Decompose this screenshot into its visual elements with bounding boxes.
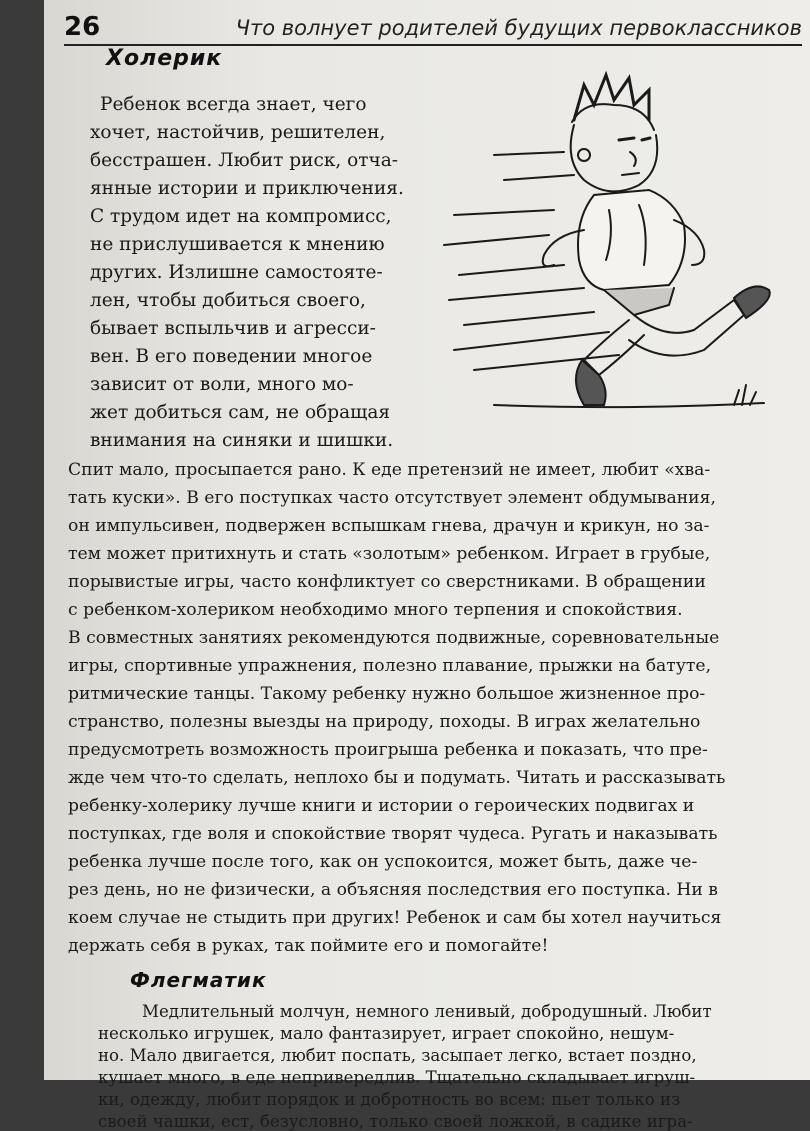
text-line: поступках, где воля и спокойствие творят чудеса. Ругать и наказывать <box>68 824 718 844</box>
text-line: несколько игрушек, мало фантазирует, играет спокойно, нешум- <box>98 1024 675 1043</box>
text-line: кушает много, в еде непривередлив. Тщательно складывает игруш- <box>98 1068 696 1087</box>
text-line: ребенку-холерику лучше книги и истории о героических подвигах и <box>68 796 695 816</box>
text-line: тем может притихнуть и стать «золотым» ребенком. Играет в грубые, <box>68 544 711 564</box>
section-title-phlegmatic: Флегматик <box>130 968 267 992</box>
text-line: предусмотреть возможность проигрыша ребенка и показать, что пре- <box>68 740 708 760</box>
text-line: Медлительный молчун, немного ленивый, добродушный. Любит <box>142 1002 712 1021</box>
text-line: странство, полезны выезды на природу, походы. В играх желательно <box>68 712 701 732</box>
text-line: жде чем что-то сделать, неплохо бы и подумать. Читать и рассказывать <box>68 768 726 788</box>
text-line: бывает вспыльчив и агресси- <box>90 318 376 339</box>
section-title-choleric: Холерик <box>106 46 223 71</box>
book-page <box>44 0 810 1131</box>
text-line: бесстрашен. Любит риск, отча- <box>90 150 399 171</box>
text-line: но. Мало двигается, любит поспать, засыпает легко, встает поздно, <box>98 1046 697 1065</box>
text-line: С трудом идет на компромисс, <box>90 206 392 227</box>
text-line: игры, спортивные упражнения, полезно плавание, прыжки на батуте, <box>68 656 712 676</box>
text-line: рез день, но не физически, а объясняя последствия его поступка. Ни в <box>68 880 718 900</box>
text-line: зависит от воли, много мо- <box>90 374 354 395</box>
text-line: своей чашки, ест, безусловно, только своей ложкой, в садике игра- <box>98 1112 693 1131</box>
text-line: ритмические танцы. Такому ребенку нужно большое жизненное про- <box>68 684 706 704</box>
text-line: не прислушивается к мнению <box>90 234 385 255</box>
text-line: ки, одежду, любит порядок и добротность во всем: пьет только из <box>98 1090 681 1109</box>
running-title: Что волнует родителей будущих первоклассников <box>235 16 802 40</box>
text-line: Спит мало, просыпается рано. К еде претензий не имеет, любит «хва- <box>68 460 711 480</box>
text-line: коем случае не стыдить при других! Ребенок и сам бы хотел научиться <box>68 908 722 928</box>
text-line: хочет, настойчив, решителен, <box>90 122 386 143</box>
text-line: с ребенком-холериком необходимо много терпения и спокойствия. <box>68 600 683 620</box>
text-line: В совместных занятиях рекомендуются подвижные, соревновательные <box>68 628 720 648</box>
text-line: янные истории и приключения. <box>90 178 404 199</box>
running-boy-illustration <box>434 60 779 415</box>
text-line: внимания на синяки и шишки. <box>90 430 394 451</box>
page-header <box>64 0 802 46</box>
text-line: порывистые игры, часто конфликтует со сверстниками. В обращении <box>68 572 706 592</box>
text-line: ребенка лучше после того, как он успокоится, может быть, даже че- <box>68 852 698 872</box>
page-number: 26 <box>64 12 101 42</box>
text-line: держать себя в руках, так поймите его и помогайте! <box>68 936 549 956</box>
text-line: жет добиться сам, не обращая <box>90 402 391 423</box>
text-line: вен. В его поведении многое <box>90 346 373 367</box>
text-line: Ребенок всегда знает, чего <box>100 94 367 115</box>
text-line: лен, чтобы добиться своего, <box>90 290 366 311</box>
text-line: он импульсивен, подвержен вспышкам гнева, драчун и крикун, но за- <box>68 516 710 536</box>
text-line: тать куски». В его поступках часто отсутствует элемент обдумывания, <box>68 488 716 508</box>
text-line: других. Излишне самостоятe- <box>90 262 383 283</box>
